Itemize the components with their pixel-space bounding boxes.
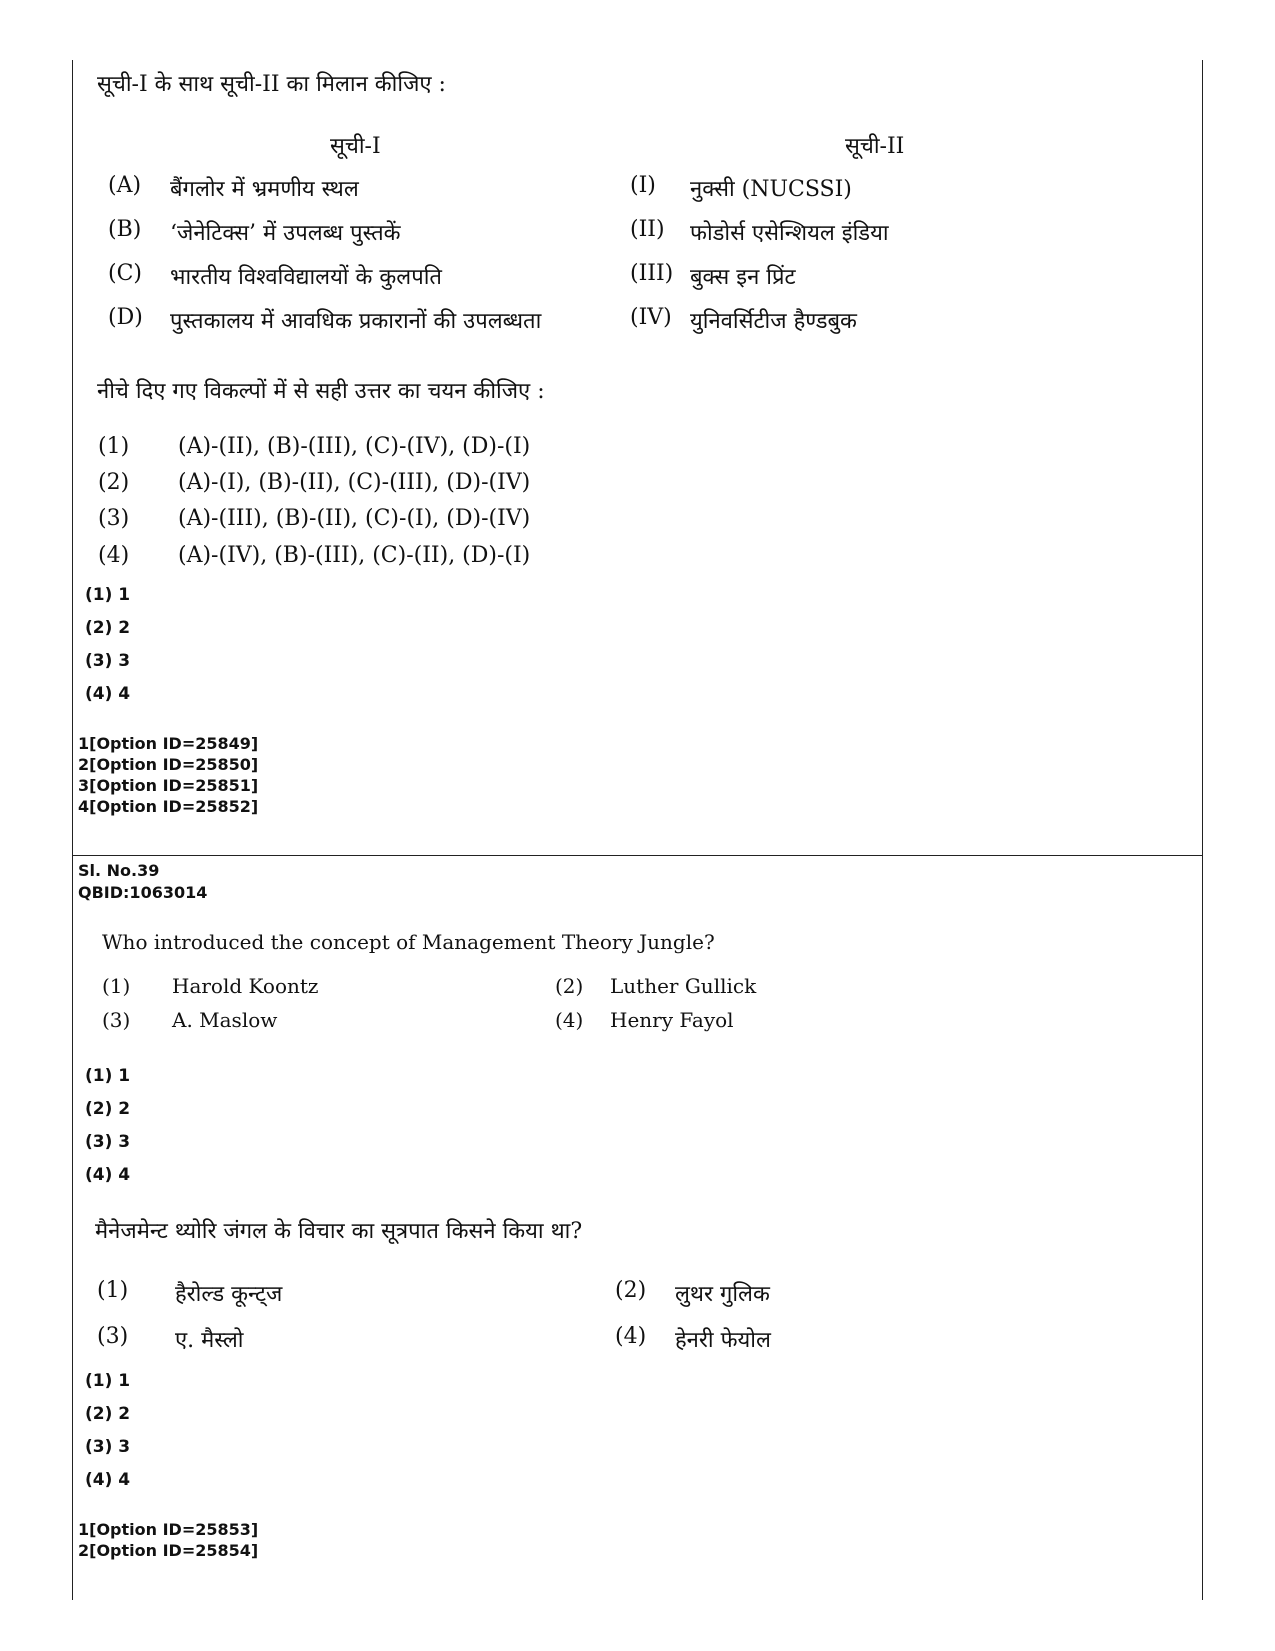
choice-en-num-1: (1) bbox=[102, 974, 131, 998]
choice-hi-num-4: (4) bbox=[615, 1324, 647, 1349]
option-id-q39-2: 2[Option ID=25854] bbox=[78, 1541, 259, 1560]
serial-number: Sl. No.39 bbox=[78, 861, 160, 880]
answer-option-en-1[interactable]: (1) 1 bbox=[85, 1066, 131, 1086]
option-id-2: 2[Option ID=25850] bbox=[78, 755, 259, 774]
answer-option-2[interactable]: (2) 2 bbox=[85, 618, 131, 638]
question-divider bbox=[72, 855, 1203, 856]
answer-option-hi-2[interactable]: (2) 2 bbox=[85, 1404, 131, 1424]
option-id-3: 3[Option ID=25851] bbox=[78, 776, 259, 795]
answer-option-en-4[interactable]: (4) 4 bbox=[85, 1165, 131, 1185]
choice-en-num-4: (4) bbox=[555, 1008, 584, 1032]
choice-hi-num-3: (3) bbox=[97, 1324, 129, 1349]
option-id-q39-1: 1[Option ID=25853] bbox=[78, 1520, 259, 1539]
choice-text-1: (A)-(II), (B)-(III), (C)-(IV), (D)-(I) bbox=[178, 434, 531, 459]
list2-label-iv: (IV) bbox=[630, 305, 672, 330]
choice-hi-text-3: ए. मैस्लो bbox=[175, 1328, 244, 1353]
question-text-hi: मैनेजमेन्ट थ्योरि जंगल के विचार का सूत्रपात किसने किया था? bbox=[95, 1219, 583, 1244]
question-text-en: Who introduced the concept of Management Theory Jungle? bbox=[102, 930, 715, 954]
match-instruction: सूची-I के साथ सूची-II का मिलान कीजिए : bbox=[97, 72, 446, 97]
list2-item-iv: युनिवर्सिटीज हैण्डबुक bbox=[690, 309, 857, 334]
list1-item-c: भारतीय विश्वविद्यालयों के कुलपति bbox=[170, 265, 442, 290]
list1-title: सूची-I bbox=[330, 134, 381, 159]
choice-en-num-2: (2) bbox=[555, 974, 584, 998]
answer-option-1[interactable]: (1) 1 bbox=[85, 585, 131, 605]
choice-hi-num-2: (2) bbox=[615, 1278, 647, 1303]
qbid: QBID:1063014 bbox=[78, 883, 208, 902]
answer-option-en-3[interactable]: (3) 3 bbox=[85, 1132, 131, 1152]
choice-num-1: (1) bbox=[98, 434, 130, 459]
list1-item-d: पुस्तकालय में आवधिक प्रकारानों की उपलब्धता bbox=[170, 309, 542, 334]
list1-label-b: (B) bbox=[108, 217, 142, 242]
choice-hi-num-1: (1) bbox=[97, 1278, 129, 1303]
page-left-border bbox=[72, 60, 73, 1600]
answer-option-3[interactable]: (3) 3 bbox=[85, 651, 131, 671]
answer-option-en-2[interactable]: (2) 2 bbox=[85, 1099, 131, 1119]
choice-en-text-3: A. Maslow bbox=[172, 1008, 278, 1032]
answer-option-4[interactable]: (4) 4 bbox=[85, 684, 131, 704]
answer-option-hi-3[interactable]: (3) 3 bbox=[85, 1437, 131, 1457]
list2-label-ii: (II) bbox=[630, 217, 665, 242]
choice-en-text-2: Luther Gullick bbox=[610, 974, 757, 998]
choice-hi-text-4: हेनरी फेयोल bbox=[675, 1328, 771, 1353]
choice-num-4: (4) bbox=[98, 543, 130, 568]
list2-item-i: नुक्सी (NUCSSI) bbox=[690, 177, 852, 202]
choice-en-num-3: (3) bbox=[102, 1008, 131, 1032]
choice-hi-text-1: हैरोल्ड कून्ट्ज bbox=[175, 1282, 283, 1307]
page-right-border bbox=[1202, 60, 1203, 1600]
list1-item-a: बैंगलोर में भ्रमणीय स्थल bbox=[170, 177, 359, 202]
choice-text-2: (A)-(I), (B)-(II), (C)-(III), (D)-(IV) bbox=[178, 470, 531, 495]
list1-item-b: ‘जेनेटिक्स’ में उपलब्ध पुस्तकें bbox=[170, 221, 401, 246]
list1-label-a: (A) bbox=[108, 173, 142, 198]
list1-label-d: (D) bbox=[108, 305, 143, 330]
choice-text-3: (A)-(III), (B)-(II), (C)-(I), (D)-(IV) bbox=[178, 506, 531, 531]
option-id-4: 4[Option ID=25852] bbox=[78, 797, 259, 816]
list2-item-iii: बुक्स इन प्रिंट bbox=[690, 265, 796, 290]
choice-en-text-4: Henry Fayol bbox=[610, 1008, 734, 1032]
choice-num-2: (2) bbox=[98, 470, 130, 495]
list1-label-c: (C) bbox=[108, 261, 142, 286]
list2-label-i: (I) bbox=[630, 173, 656, 198]
answer-option-hi-4[interactable]: (4) 4 bbox=[85, 1470, 131, 1490]
choice-hi-text-2: लुथर गुलिक bbox=[675, 1282, 770, 1307]
list2-title: सूची-II bbox=[845, 134, 905, 159]
choice-en-text-1: Harold Koontz bbox=[172, 974, 319, 998]
choice-text-4: (A)-(IV), (B)-(III), (C)-(II), (D)-(I) bbox=[178, 543, 531, 568]
answer-option-hi-1[interactable]: (1) 1 bbox=[85, 1371, 131, 1391]
choose-instruction: नीचे दिए गए विकल्पों में से सही उत्तर का चयन कीजिए : bbox=[97, 379, 545, 404]
option-id-1: 1[Option ID=25849] bbox=[78, 734, 259, 753]
choice-num-3: (3) bbox=[98, 506, 130, 531]
list2-item-ii: फोडोर्स एसेन्शियल इंडिया bbox=[690, 221, 889, 246]
list2-label-iii: (III) bbox=[630, 261, 674, 286]
